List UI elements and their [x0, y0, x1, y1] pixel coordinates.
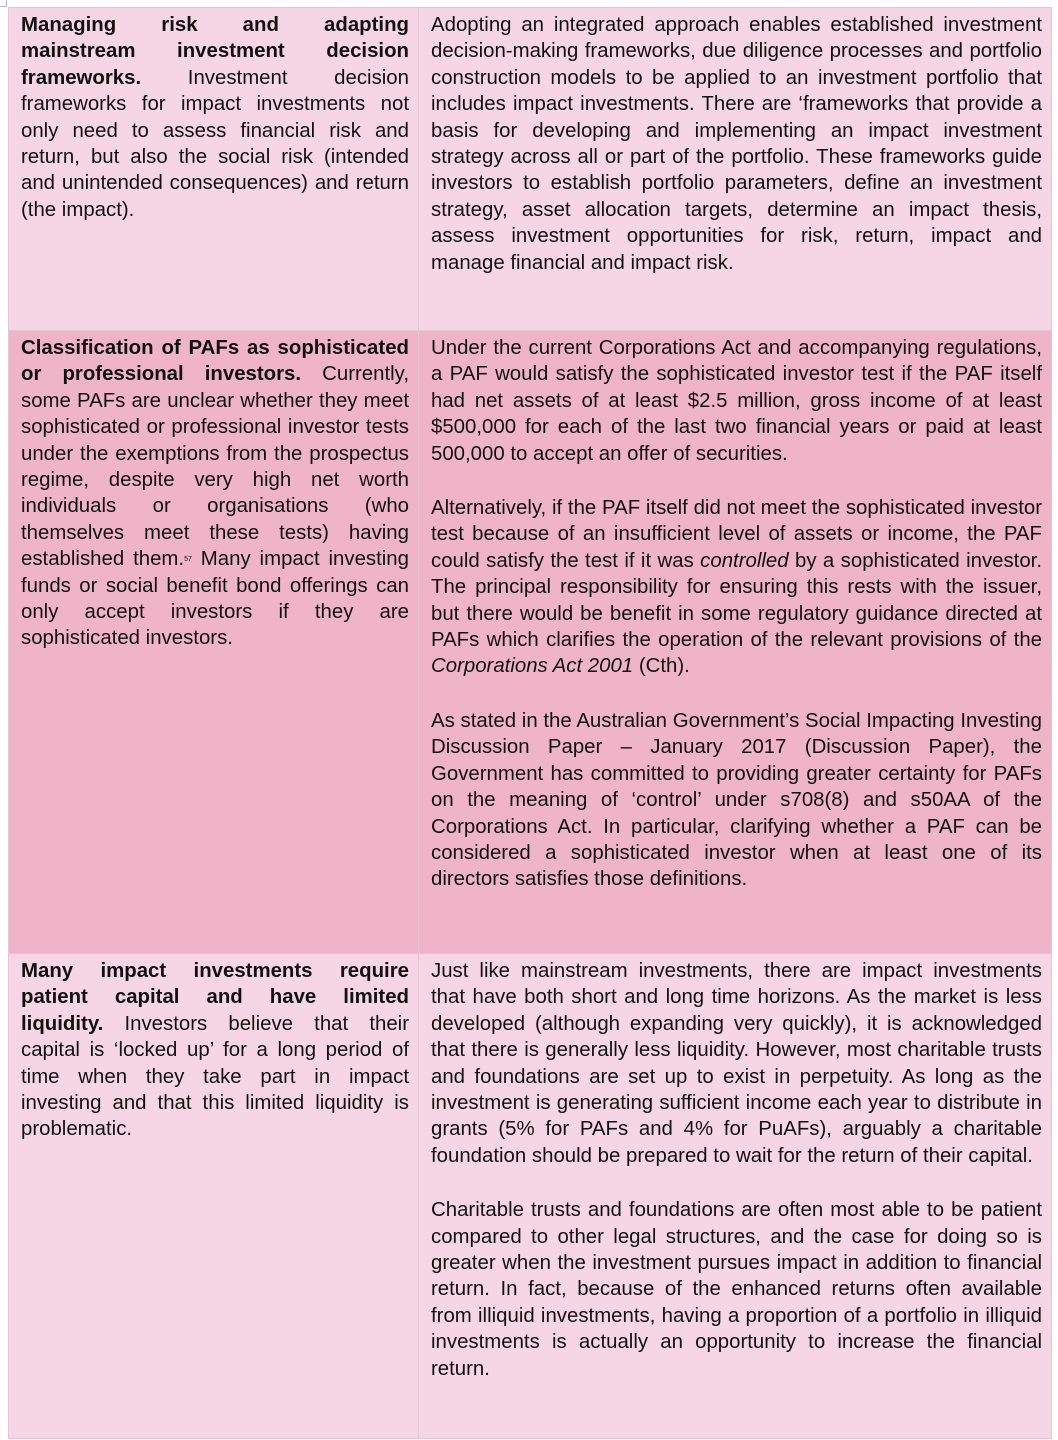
response-cell — [419, 954, 1052, 1439]
response-paragraph: Just like mainstream investments, there are impact investments that have both short and long time horizons. As the market is less developed (although expanding very quickly), it is acknowledged that there is generally less liquidity. However, most charitable trusts and foundations are set up to exist in perpetuity. As long as the investment is generating sufficient income each year to distribute in grants (5% for PAFs and 4% for PuAFs), arguably a charitable foundation should be prepared to wait for the return of their capital. — [431, 960, 1042, 1167]
issue-text: Investment decision frameworks for impact investments not only need to assess financial risk and return, but also the social risk (intended and unintended consequences) and return (the impact). — [21, 66, 409, 221]
act-title: Corporations Act 2001 — [431, 655, 634, 678]
issue-heading: Many impact investments require patient capital and have limited liquidity. — [21, 960, 409, 1035]
table-row — [9, 8, 1052, 331]
issues-table — [8, 7, 1052, 1439]
response-text: (Cth). — [638, 655, 690, 678]
response-cell — [419, 331, 1052, 954]
issue-paragraph — [21, 335, 409, 652]
issue-paragraph — [21, 12, 409, 223]
issue-paragraph — [21, 958, 409, 1143]
issue-heading: Managing risk and adapting mainstream investment decision frameworks. — [21, 14, 409, 89]
issue-cell — [9, 954, 419, 1439]
response-cell — [419, 8, 1052, 331]
response-paragraph: Charitable trusts and foundations are often most able to be patient compared to other legal structures, and the case for doing so is greater when the investment pursues impact in addition to financial return. In fact, because of the enhanced returns often available from illiquid investments, having a proportion of a portfolio in illiquid investments is actually an opportunity to increase the financial return. — [431, 1199, 1042, 1380]
page-corner-mark — [0, 0, 7, 7]
issue-text: Currently, some PAFs are unclear whether they meet sophisticated or professional investor tests under the exemptions from the prospectus regime, despite very high net worth individuals or organisations (who themselves meet these tests) having established them. — [21, 363, 409, 571]
footnote-reference[interactable]: 57 — [184, 556, 192, 564]
response-emphasis: controlled — [700, 549, 789, 572]
issue-heading: Classification of PAFs as sophisticated or professional investors. — [21, 337, 409, 386]
response-paragraph: Adopting an integrated approach enables established investment decision-making frameworks, due diligence processes and portfolio construction models to be applied to an investment portfolio that includes impact investments. There are ‘frameworks that provide a basis for developing and implementing an impact investment strategy across all or part of the portfolio. These frameworks guide investors to establish portfolio parameters, define an investment strategy, asset allocation targets, determine an impact thesis, assess investment opportunities for risk, return, impact and manage financial and impact risk. — [431, 14, 1042, 274]
issue-cell — [9, 8, 419, 331]
table-row — [9, 954, 1052, 1439]
issue-cell — [9, 331, 419, 954]
response-paragraph: Under the current Corporations Act and accompanying regulations, a PAF would satisfy the sophisticated investor test if the PAF itself had net assets of at least $2.5 million, gross income of at least $500,000 for each of the last two financial years or paid at least 500,000 to accept an offer of securities. — [431, 337, 1042, 465]
response-text: Alternatively, if the PAF itself did not meet the sophisticated investor test because of an insufficient level of assets or income, the PAF could satisfy the test if it was — [431, 497, 1042, 572]
issue-text: Many impact investing funds or social benefit bond offerings can only accept investors if they are sophisticated investors. — [21, 548, 409, 650]
issue-text: Investors believe that their capital is ‘locked up’ for a long period of time when they take part in impact investing and that this limited liquidity is problematic. — [21, 1012, 409, 1141]
response-paragraph — [431, 495, 1042, 680]
response-paragraph: As stated in the Australian Government’s Social Impacting Investing Discussion Paper – January 2017 (Discussion Paper), the Government has committed to providing greater certainty for PAFs on the meaning of ‘control’ under s708(8) and s50AA of the Corporations Act. In particular, clarifying whether a PAF can be considered a sophisticated investor when at least one of its directors satisfies those definitions. — [431, 709, 1042, 891]
table-row — [9, 331, 1052, 954]
response-text: by a sophisticated investor. The principal responsibility for ensuring this rests with the issuer, but there would be benefit in some regulatory guidance directed at PAFs which clarifies the operation of the relevant provisions of the — [431, 549, 1043, 652]
